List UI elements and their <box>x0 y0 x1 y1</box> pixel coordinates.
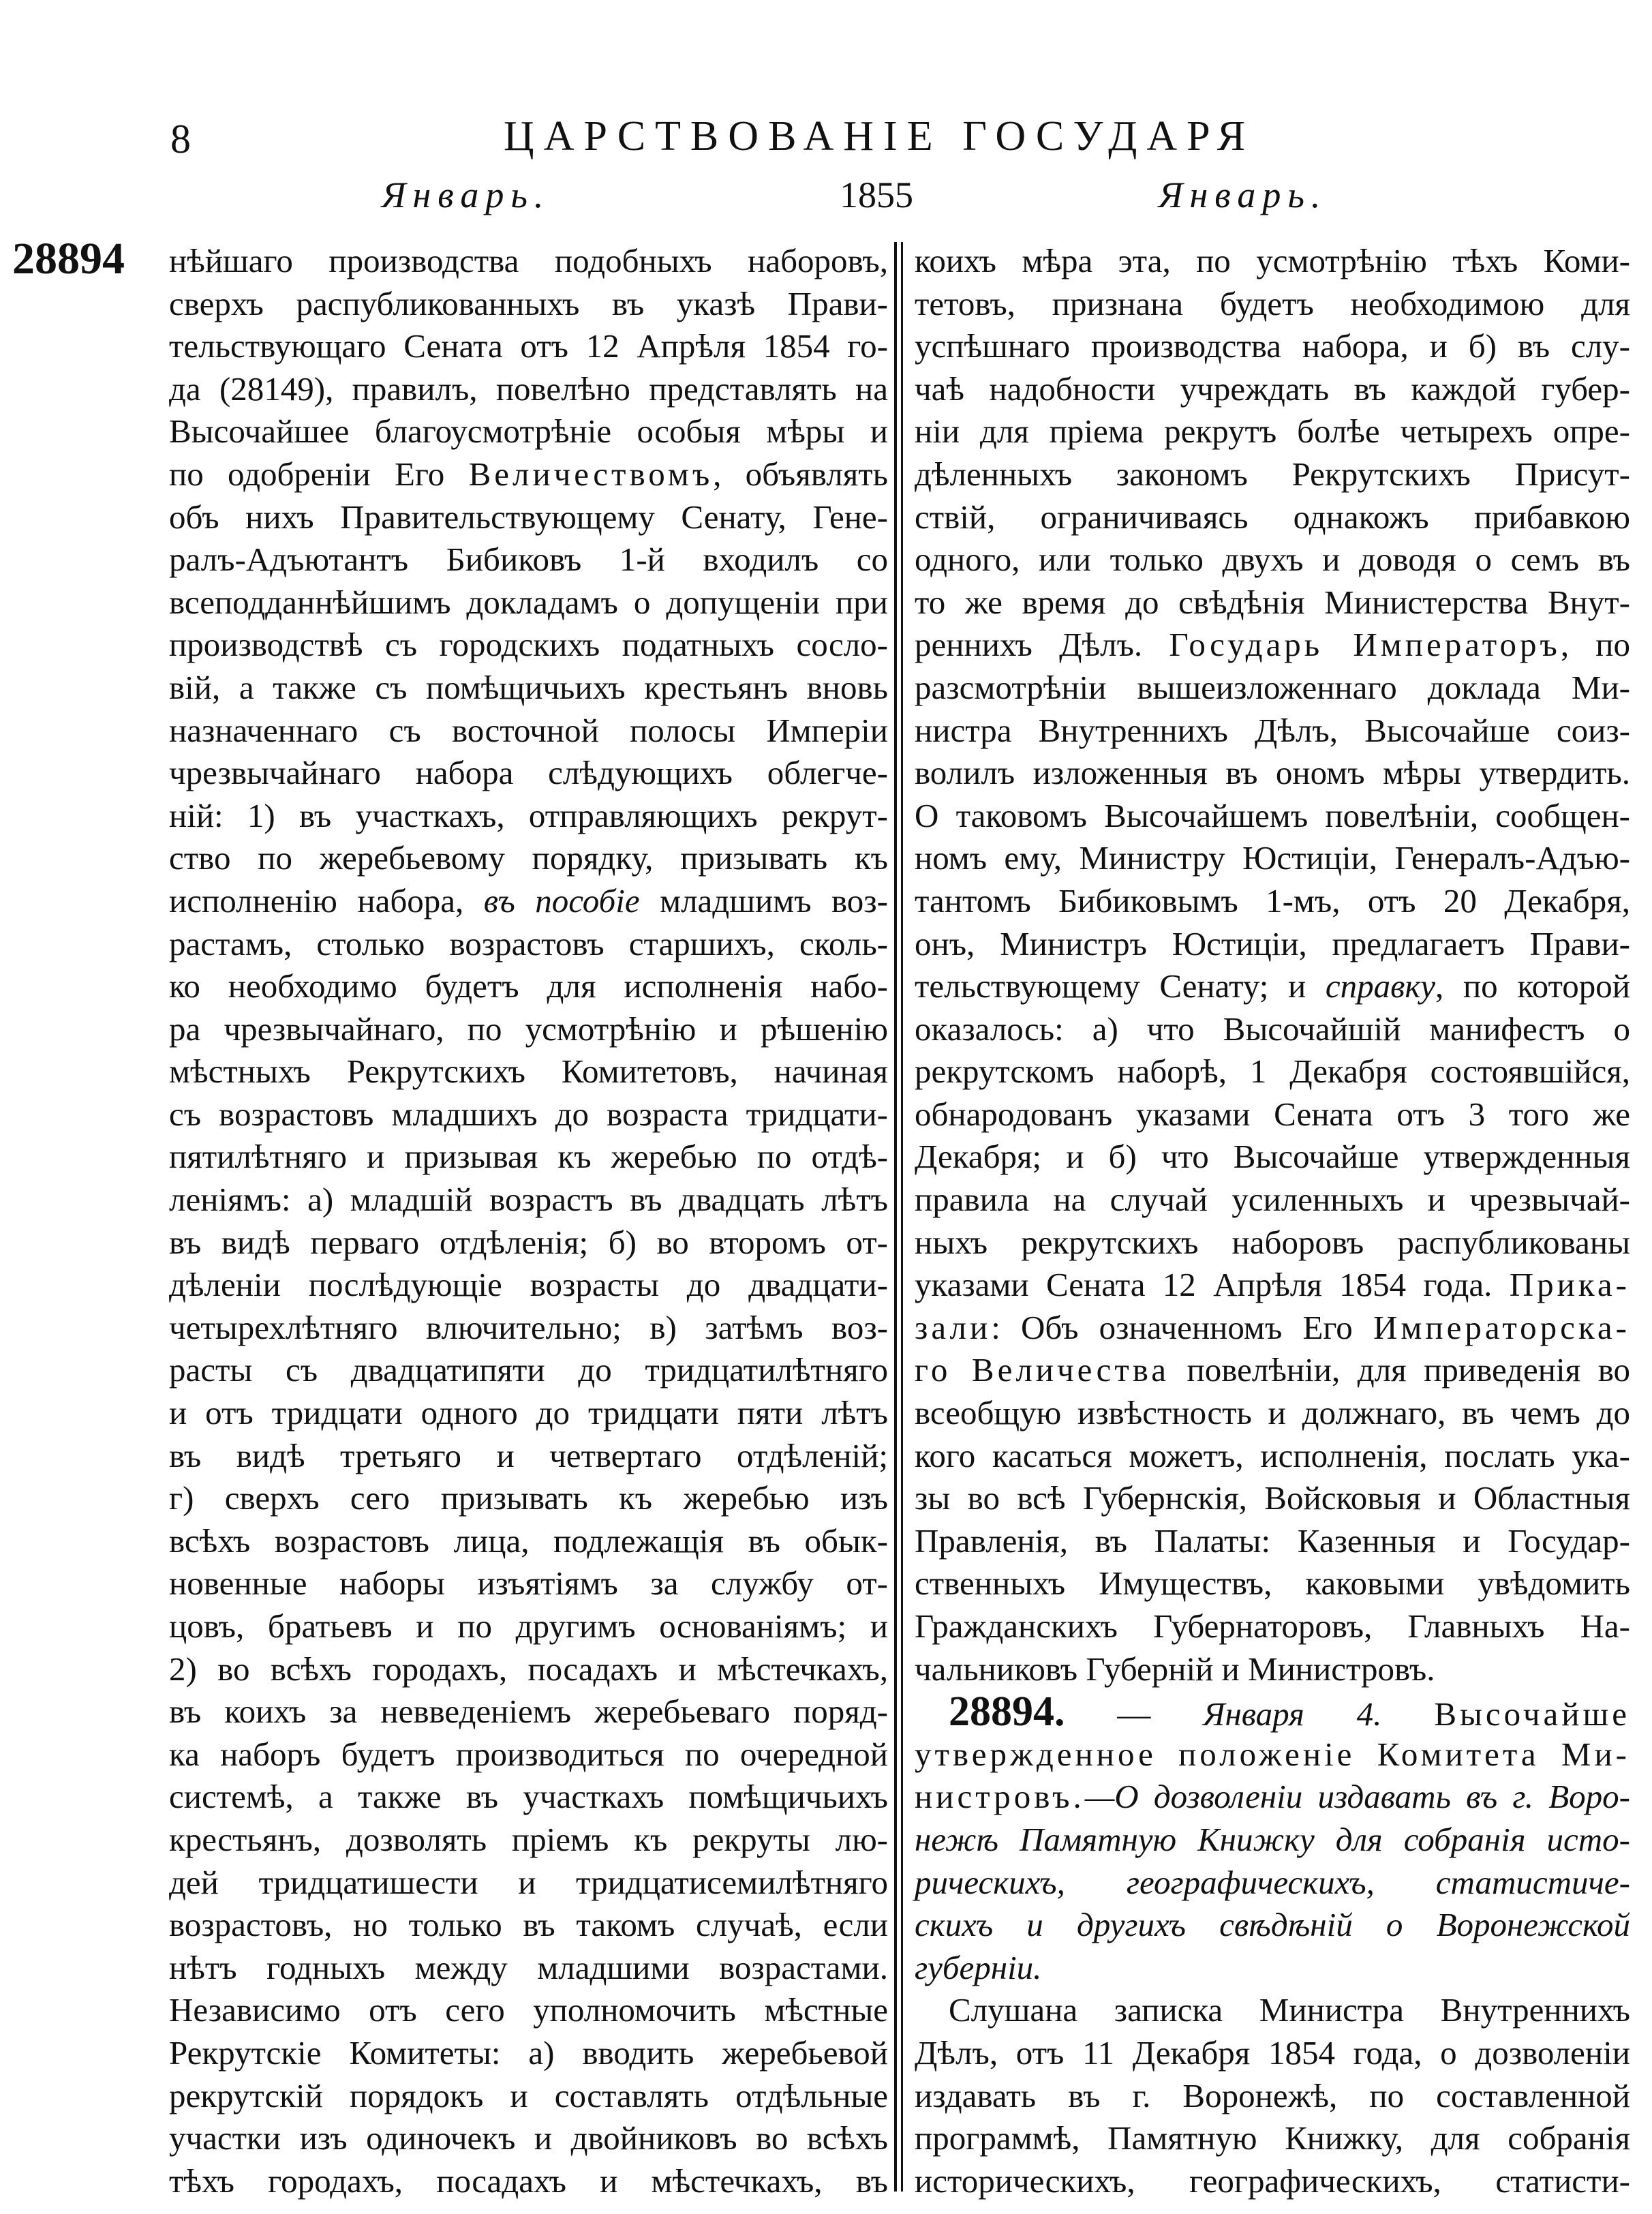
text-segment: успѣшнаго производства набора, и б) въ слу- <box>915 327 1630 365</box>
text-line <box>915 1264 1630 1307</box>
text-segment: утвержденное положеніе Комитета Ми- <box>915 1735 1630 1773</box>
text-segment: , по которой <box>1435 967 1630 1005</box>
text-line <box>169 1477 888 1520</box>
text-segment: правила на случай усиленныхъ и чрезвычай- <box>915 1181 1630 1219</box>
text-segment: одного, или только двухъ и доводя о семъ въ <box>915 541 1630 579</box>
text-segment: въ видѣ третьяго и четвертаго отдѣленій; <box>169 1436 888 1474</box>
text-line <box>915 325 1630 368</box>
text-segment: —О дозволеніи издавать въ г. Воро- <box>1084 1778 1630 1816</box>
text-segment: сверхъ распубликованныхъ въ указѣ Прави- <box>169 284 888 322</box>
text-line <box>169 1307 888 1350</box>
text-line <box>169 1179 888 1222</box>
text-line <box>169 496 888 539</box>
text-segment: тантомъ Бибиковымъ 1-мъ, отъ 20 Декабря, <box>915 881 1630 920</box>
text-segment: оказалось: а) что Высочайшій манифестъ о <box>915 1010 1630 1048</box>
text-line <box>169 1605 888 1648</box>
text-line <box>915 368 1630 411</box>
text-segment: ство по жеребьевому порядку, призывать къ <box>169 839 888 877</box>
text-line <box>915 1050 1630 1093</box>
text-segment: программѣ, Памятную Книжку, для собранія <box>915 2119 1630 2157</box>
text-line <box>169 2117 888 2160</box>
text-segment: возрастовъ, но только въ такомъ случаѣ, если <box>169 1906 888 1944</box>
text-line <box>169 581 888 624</box>
text-line <box>915 1520 1630 1563</box>
text-segment: Декабря; и б) что Высочайше утвержденныя <box>915 1138 1630 1176</box>
text-segment: волилъ изложенныя въ ономъ мѣры утвердить. <box>915 754 1630 792</box>
text-line <box>169 1222 888 1264</box>
text-line <box>169 1050 888 1093</box>
text-line <box>169 1648 888 1691</box>
text-segment: въ коихъ за невведеніемъ жеребьеваго поряд- <box>169 1693 888 1731</box>
text-line <box>915 1989 1630 2032</box>
text-line <box>169 1562 888 1605</box>
text-line <box>915 1605 1630 1648</box>
margin-law-number: 28894 <box>12 234 125 284</box>
text-segment: назначеннаго съ восточной полосы Имперіи <box>169 711 888 749</box>
text-segment: повелѣніи, для приведенія во <box>1169 1351 1630 1389</box>
running-title: ЦАРСТВОВАНІЕ ГОСУДАРЯ <box>503 113 1255 160</box>
text-line <box>915 1392 1630 1435</box>
text-segment: пятилѣтняго и призывая къ жеребью по отдѣ- <box>169 1138 888 1176</box>
text-line <box>915 837 1630 880</box>
text-line <box>169 1904 888 1947</box>
text-segment: Высочайше <box>1434 1695 1630 1733</box>
month-right: Январь. <box>1159 175 1328 215</box>
text-segment: ственныхъ Имуществъ, каковыми увѣдомить <box>915 1564 1630 1603</box>
text-line <box>915 1690 1630 1733</box>
text-segment: всѣхъ возрастовъ лица, подлежащія въ обык- <box>169 1521 888 1560</box>
text-segment: г) сверхъ сего призывать къ жеребью изъ <box>169 1479 888 1517</box>
text-line <box>915 2117 1630 2160</box>
year: 1855 <box>840 175 913 215</box>
text-segment: историческихъ, географическихъ, статисти- <box>915 2162 1630 2200</box>
text-segment: всеподданнѣйшимъ докладамъ о допущеніи при <box>169 583 888 621</box>
text-segment: Рекрутскіе Комитеты: а) вводить жеребьевой <box>169 2033 888 2072</box>
text-line <box>915 880 1630 923</box>
text-segment: чрезвычайнаго набора слѣдующихъ облегче- <box>169 754 888 792</box>
text-line <box>915 710 1630 753</box>
text-line <box>169 368 888 411</box>
text-segment: Высочайшее благоусмотрѣніе особыя мѣры и <box>169 412 888 451</box>
text-segment: О таковомъ Высочайшемъ повелѣніи, сообщен- <box>915 796 1630 834</box>
text-line <box>169 1435 888 1478</box>
text-line <box>169 1690 888 1733</box>
text-segment: нѣйшаго производства подобныхъ наборовъ, <box>169 242 888 279</box>
text-line <box>169 1093 888 1136</box>
text-line <box>169 710 888 753</box>
text-line <box>915 581 1630 624</box>
text-segment: по одобреніи Его <box>169 455 469 493</box>
text-line <box>169 2032 888 2075</box>
text-line <box>915 539 1630 581</box>
text-segment: рекрутскій порядокъ и составлять отдѣльные <box>169 2076 888 2114</box>
text-line <box>169 752 888 795</box>
text-segment: издавать въ г. Воронежѣ, по составленной <box>915 2076 1630 2114</box>
text-segment: 28894. <box>949 1688 1065 1735</box>
text-segment: вій, а также съ помѣщичьихъ крестьянъ вновь <box>169 668 888 706</box>
text-segment: дей тридцатишести и тридцатисемилѣтняго <box>169 1863 888 1901</box>
text-segment: зы во всѣ Губернскія, Войсковыя и Областныя <box>915 1479 1630 1517</box>
text-segment: цовъ, братьевъ и по другимъ основаніямъ; и <box>169 1607 888 1645</box>
text-segment: номъ ему, Министру Юстиціи, Генералъ-Адъю- <box>915 839 1630 877</box>
text-line <box>915 1862 1630 1905</box>
text-segment: , объявлять <box>713 455 888 493</box>
text-line <box>169 795 888 838</box>
text-line <box>169 1862 888 1905</box>
text-line <box>915 1477 1630 1520</box>
column-divider <box>894 242 897 2192</box>
text-line <box>915 1733 1630 1776</box>
text-line <box>169 965 888 1008</box>
text-segment: всеобщую извѣстность и должнаго, въ чемъ до <box>915 1394 1630 1432</box>
text-line <box>169 1776 888 1819</box>
text-segment: ра чрезвычайнаго, по усмотрѣнію и рѣшенію <box>169 1010 888 1048</box>
text-segment: крестьянъ, дозволять пріемъ къ рекруты лю- <box>169 1820 888 1858</box>
text-segment: го Величества <box>915 1351 1170 1389</box>
text-line <box>169 880 888 923</box>
text-line <box>915 2160 1630 2203</box>
text-line <box>915 240 1630 283</box>
text-line <box>169 2160 888 2203</box>
text-line <box>915 1179 1630 1222</box>
text-segment: Правленія, въ Палаты: Казенныя и Государ- <box>915 1521 1630 1560</box>
text-segment: то же время до свѣдѣнія Министерства Внут- <box>915 583 1630 621</box>
text-segment: Императорска- <box>1373 1308 1630 1346</box>
text-segment: въ пособіе <box>483 881 640 920</box>
text-line <box>169 410 888 453</box>
text-line <box>915 1008 1630 1051</box>
text-segment: мѣстныхъ Рекрутскихъ Комитетовъ, начиная <box>169 1052 888 1091</box>
text-line <box>915 410 1630 453</box>
text-segment: нистра Внутреннихъ Дѣлъ, Высочайше соиз- <box>915 711 1630 749</box>
text-segment: расты съ двадцатипяти до тридцатилѣтняго <box>169 1351 888 1389</box>
text-segment: Прика- <box>1509 1266 1630 1304</box>
text-segment: тѣхъ городахъ, посадахъ и мѣстечкахъ, въ <box>169 2162 888 2200</box>
text-line <box>915 1435 1630 1478</box>
text-segment: скихъ и другихъ свѣдѣній о Воронежской <box>915 1906 1630 1944</box>
text-segment: дѣленіи послѣдующіе возрасты до двадцати- <box>169 1266 888 1304</box>
text-segment: справку <box>1325 967 1436 1005</box>
left-column <box>169 240 888 2202</box>
text-line <box>915 2075 1630 2118</box>
text-segment: , по <box>1560 626 1630 664</box>
text-line <box>915 1136 1630 1179</box>
text-line <box>915 1093 1630 1136</box>
right-column <box>915 240 1630 2202</box>
text-segment: нистровъ. <box>915 1778 1085 1816</box>
text-line <box>169 283 888 326</box>
text-line <box>915 795 1630 838</box>
text-line <box>169 1264 888 1307</box>
text-line <box>915 2032 1630 2075</box>
text-segment: Дѣлъ, отъ 11 Декабря 1854 года, о дозволеніи <box>915 2033 1630 2072</box>
text-segment: да (28149), правилъ, повелѣно представлять на <box>169 369 888 408</box>
text-segment: и отъ тридцати одного до тридцати пяти лѣтъ <box>169 1394 888 1432</box>
text-line <box>915 923 1630 966</box>
text-line <box>915 283 1630 326</box>
text-segment: : Объ означенномъ Его <box>991 1308 1373 1346</box>
text-segment: ка наборъ будетъ производиться по очередной <box>169 1735 888 1773</box>
text-line <box>169 1819 888 1862</box>
text-line <box>915 624 1630 667</box>
text-segment: въ видѣ перваго отдѣленія; б) во второмъ от- <box>169 1223 888 1261</box>
text-segment: тетовъ, признана будетъ необходимою для <box>915 284 1630 322</box>
text-segment: — <box>1065 1695 1204 1733</box>
month-left: Январь. <box>382 175 551 215</box>
text-segment: четырехлѣтняго влючительно; в) затѣмъ воз- <box>169 1308 888 1346</box>
text-segment: тельствующему Сенату; и <box>915 967 1326 1005</box>
text-segment: ній: 1) въ участкахъ, отправляющихъ рекрут- <box>169 796 888 834</box>
text-segment: ніи для пріема рекрутъ болѣе четырехъ опре- <box>915 412 1630 451</box>
text-segment: губерніи. <box>915 1948 1042 1986</box>
text-line <box>169 325 888 368</box>
text-segment: онъ, Министръ Юстиціи, предлагаетъ Прави- <box>915 924 1630 962</box>
text-segment: нежѣ Памятную Книжку для собранія исто- <box>915 1820 1630 1858</box>
text-line <box>915 453 1630 496</box>
text-segment: производствѣ съ городскихъ податныхъ сосло- <box>169 626 888 664</box>
text-segment: растамъ, столько возрастовъ старшихъ, сколь- <box>169 924 888 962</box>
text-segment: рическихъ, географическихъ, статистиче- <box>915 1863 1630 1901</box>
text-line <box>169 539 888 581</box>
text-line <box>169 667 888 710</box>
text-line <box>915 1222 1630 1264</box>
text-line <box>169 1989 888 2032</box>
text-line <box>915 1349 1630 1392</box>
text-segment: ко необходимо будетъ для исполненія набо- <box>169 967 888 1005</box>
text-line <box>915 1819 1630 1862</box>
text-segment: рекрутскомъ наборѣ, 1 Декабря состоявшійся, <box>915 1052 1630 1091</box>
text-segment: объ нихъ Правительствующему Сенату, Гене- <box>169 498 888 536</box>
text-segment: указами Сената 12 Апрѣля 1854 года. <box>915 1266 1510 1304</box>
text-segment: разсмотрѣніи вышеизложеннаго доклада Ми- <box>915 668 1630 706</box>
text-line <box>915 1648 1630 1691</box>
page-number: 8 <box>170 117 191 162</box>
text-segment: ралъ-Адъютантъ Бибиковъ 1-й входилъ со <box>169 541 888 579</box>
text-segment: ныхъ рекрутскихъ наборовъ распубликованы <box>915 1223 1630 1261</box>
text-segment: кого касаться можетъ, исполненія, послать ука- <box>915 1436 1630 1474</box>
text-line <box>169 923 888 966</box>
text-segment: обнародованъ указами Сената отъ 3 того же <box>915 1095 1630 1133</box>
text-segment: младшимъ воз- <box>639 881 888 920</box>
text-segment: чаѣ надобности учреждать въ каждой губер- <box>915 369 1630 408</box>
text-line <box>169 1136 888 1179</box>
text-line <box>915 1562 1630 1605</box>
text-segment: леніямъ: а) младшій возрастъ въ двадцать лѣтъ <box>169 1181 888 1219</box>
text-segment: Независимо отъ сего уполномочить мѣстные <box>169 1991 888 2029</box>
text-line <box>169 240 888 283</box>
text-segment: системѣ, а также въ участкахъ помѣщичьихъ <box>169 1778 888 1816</box>
text-segment: коихъ мѣра эта, по усмотрѣнію тѣхъ Коми- <box>915 242 1630 279</box>
text-segment: Января 4. <box>1203 1695 1435 1733</box>
text-segment: съ возрастовъ младшихъ до возраста тридцати- <box>169 1095 888 1133</box>
text-line <box>915 667 1630 710</box>
text-segment: Величествомъ <box>468 455 714 493</box>
text-segment: исполненію набора, <box>169 881 484 920</box>
text-segment: зали <box>915 1308 992 1346</box>
text-segment: Слушана записка Министра Внутреннихъ <box>949 1991 1630 2029</box>
text-line <box>915 965 1630 1008</box>
text-line <box>169 1520 888 1563</box>
text-line <box>169 1733 888 1776</box>
text-segment: Гражданскихъ Губернаторовъ, Главныхъ На- <box>915 1607 1630 1645</box>
text-line <box>915 1307 1630 1350</box>
text-segment: участки изъ одиночекъ и двойниковъ во всѣхъ <box>169 2119 888 2157</box>
text-line <box>169 624 888 667</box>
text-segment: ствій, ограничиваясь однакожъ прибавкою <box>915 498 1630 536</box>
text-line <box>915 1904 1630 1947</box>
text-segment: нѣтъ годныхъ между младшими возрастами. <box>169 1948 888 1986</box>
text-segment: тельствующаго Сената отъ 12 Апрѣля 1854 го- <box>169 327 888 365</box>
text-line <box>169 2075 888 2118</box>
text-line <box>169 453 888 496</box>
text-line <box>169 1392 888 1435</box>
column-divider <box>901 242 903 2192</box>
text-segment: чальниковъ Губерній и Министровъ. <box>915 1650 1435 1688</box>
text-segment: реннихъ Дѣлъ. <box>915 626 1169 664</box>
text-line <box>915 496 1630 539</box>
text-line <box>169 837 888 880</box>
text-segment: 2) во всѣхъ городахъ, посадахъ и мѣстечкахъ, <box>169 1650 888 1688</box>
text-segment: дѣленныхъ закономъ Рекрутскихъ Присут- <box>915 455 1630 493</box>
text-line <box>915 1947 1630 1990</box>
text-segment: Государь Императоръ <box>1169 626 1561 664</box>
text-line <box>169 1008 888 1051</box>
text-line <box>169 1349 888 1392</box>
text-line <box>915 1776 1630 1819</box>
text-line <box>169 1947 888 1990</box>
text-segment: новенные наборы изъятіямъ за службу от- <box>169 1564 888 1603</box>
text-line <box>915 752 1630 795</box>
